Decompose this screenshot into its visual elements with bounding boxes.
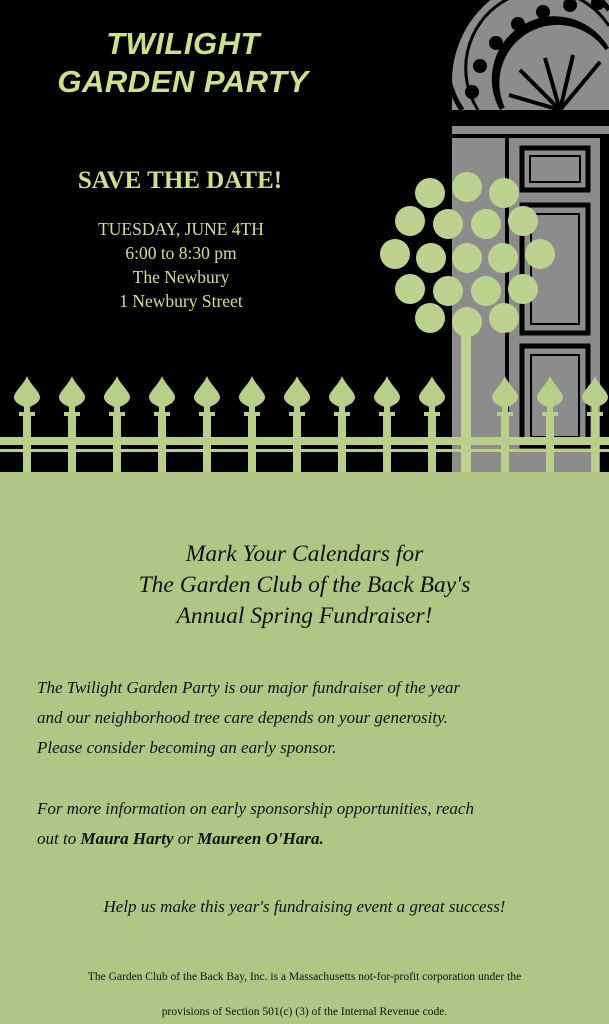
contact-connector: or [173,829,198,848]
event-address: 1 Newbury Street [119,291,243,311]
save-the-date-heading: SAVE THE DATE! [77,167,283,194]
fence-picket [419,376,445,472]
paragraph-line: and our neighborhood tree care depends on your generosity. [37,708,448,727]
fence-picket [374,376,400,472]
headline-line: Mark Your Calendars for [185,541,424,567]
footer-line: provisions of Section 501(c) (3) of the Internal Revenue code. [161,1006,448,1018]
invitation-body [0,472,609,1024]
fence-picket [59,376,85,472]
paragraph-line: The Twilight Garden Party is our major fundraiser of the year [37,678,461,697]
legal-footer [0,960,609,1024]
event-time: 6:00 to 8:30 pm [125,243,237,263]
title-line: GARDEN PARTY [57,64,309,99]
fence-picket [284,376,310,472]
paragraph-line: For more information on early sponsorship opportunities, reach [37,799,474,818]
fence-picket [14,376,40,472]
paragraph-line: Please consider becoming an early sponsor. [37,738,337,757]
contact-suffix: . [319,829,324,848]
fence-picket [149,376,175,472]
fence-picket [194,376,220,472]
sponsorship-paragraph [37,794,597,854]
hero-banner [0,0,609,472]
fence-picket [104,376,130,472]
paragraph-line [37,824,597,854]
headline-line: Annual Spring Fundraiser! [176,603,433,629]
event-details [40,217,322,313]
footer-line: The Garden Club of the Back Bay, Inc. is a Massachusetts not-for-profit corporation under the [87,971,522,983]
event-title [38,25,328,101]
contact-maura-harty: Maura Harty [80,829,174,848]
fence-picket [239,376,265,472]
title-line: TWILIGHT [106,26,260,61]
contact-prefix: out to [37,829,81,848]
call-to-action: Help us make this year's fundraising event a great success! [103,897,506,916]
headline-line: The Garden Club of the Back Bay's [138,572,471,598]
event-date: TUESDAY, JUNE 4TH [98,219,264,239]
event-venue: The Newbury [132,267,230,287]
fence-picket [329,376,355,472]
fundraiser-paragraph [37,673,597,763]
contact-maureen-ohara: Maureen O'Hara [197,829,320,848]
headline [0,539,609,632]
